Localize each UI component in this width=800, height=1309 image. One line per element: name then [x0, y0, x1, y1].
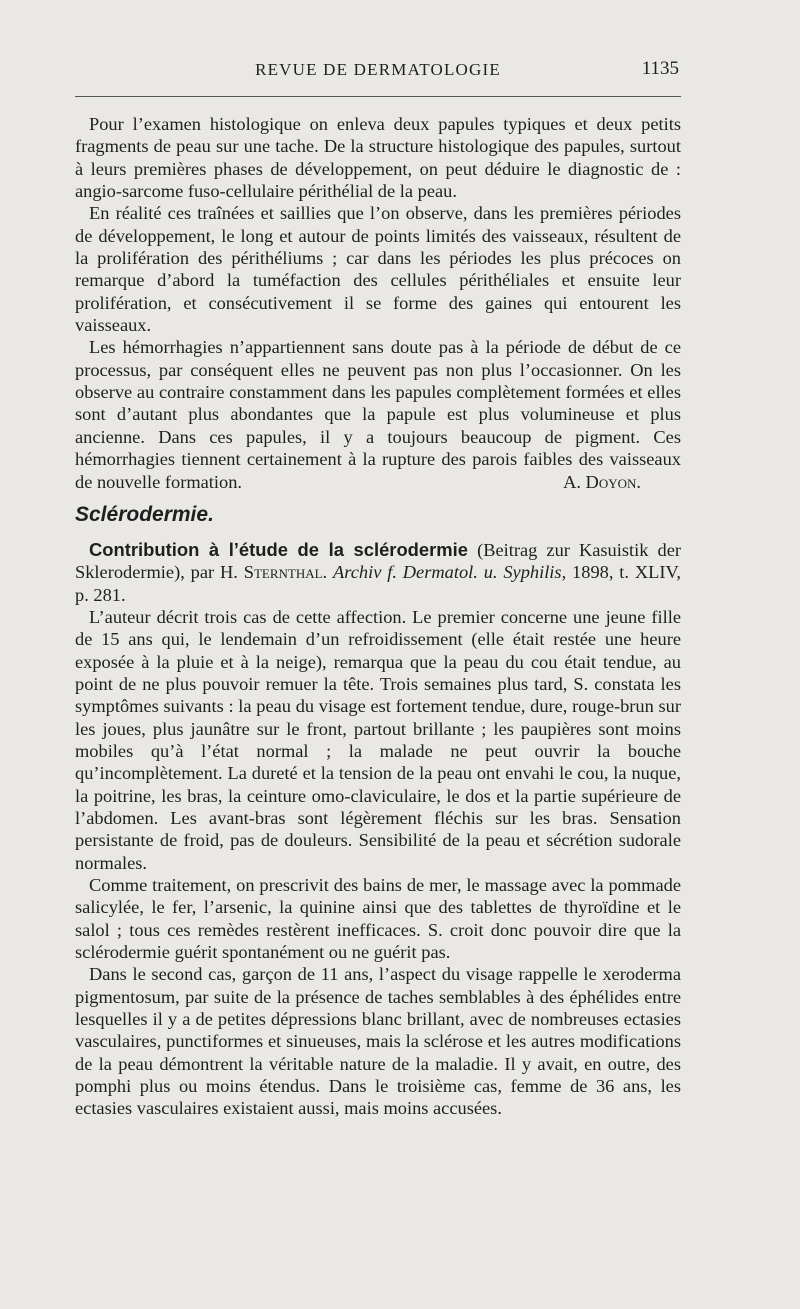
article-ref-b: 1898, t. XLIV, p. 281. [75, 562, 681, 605]
paragraph-2: En réalité ces traînées et saillies que l’on observe, dans les premières périodes de développement, le long et autour de points limités des vaisseaux, résultent de la prolifération des périthéliums ; car dans les périodes les plus précoces on remarque d’abord la tuméfaction des cellules périthéliales et ensuite leur prolifération, et consécutivement il se forme des gaines qui entourent les vaisseaux. [75, 203, 681, 336]
header-rule [75, 96, 681, 97]
paragraph-1: Pour l’examen histologique on enleva deux papules typiques et deux petits fragments de peau sur une tache. De la structure histologique des papules, surtout à leurs premières phases de développement, on peut déduire le diagnostic de : angio-sarcome fuso-cellulaire périthélial de la peau. [75, 114, 681, 202]
article-ref-a: (Beitrag zur Kasuistik der Sklerodermie), par H. [75, 539, 681, 583]
section-heading: Sclérodermie. [75, 502, 214, 526]
paragraph-3 [75, 336, 681, 492]
running-header [75, 58, 681, 88]
article-journal: Archiv f. Dermatol. u. Syphilis, [333, 562, 567, 583]
journal-title: REVUE DE DERMATOLOGIE [255, 60, 501, 79]
article-reference [75, 539, 681, 606]
article-author: Sternthal. [243, 562, 328, 583]
paragraph-3-text: Les hémorrhagies n’appartiennent sans doute pas à la période de début de ce processus, par conséquent elles ne peuvent pas non plus l’occasionner. On les observe au contraire constamment dans les papules complètement formées et elles sont d’autant plus abondantes que la papule est plus volumineuse et plus ancienne. Dans ces papules, il y a toujours beaucoup de pigment. Ces hémorrhagies tiennent certainement à la rupture des parois faibles des vaisseaux de nouvelle formation. [75, 337, 681, 492]
paragraph-6: Dans le second cas, garçon de 11 ans, l’aspect du visage rappelle le xeroderma pigmentosum, par suite de la présence de taches semblables à des éphélides entre lesquelles il y a de petites dépressions blanc brillant, avec de nombreuses ectasies vasculaires, punctiformes et sinueuses, mais la sclérose et les autres modifications de la peau démontrent la véritable nature de la maladie. Il y avait, en outre, des pomphi plus ou moins étendus. Dans le troisième cas, femme de 36 ans, les ectasies vasculaires existaient aussi, mais moins accusées. [75, 964, 681, 1119]
paragraph-5: Comme traitement, on prescrivit des bains de mer, le massage avec la pommade salicylée, le fer, l’arsenic, la quinine ainsi que des tablettes de thyroïdine et le salol ; tous ces remèdes restèrent inefficaces. S. croit donc pouvoir dire que la sclérodermie guérit spontanément ou ne guérit pas. [75, 875, 681, 963]
article-title: Contribution à l’étude de la sclérodermie [89, 538, 468, 560]
page-number: 1135 [641, 58, 679, 79]
signature: A. Doyon. [563, 471, 641, 492]
paragraph-4: L’auteur décrit trois cas de cette affection. Le premier concerne une jeune fille de 15 ans qui, le lendemain d’un refroidissement (elle était restée une heure exposée à la pluie et à la neige), remarqua que la peau du cou était tendue, au point de ne plus pouvoir remuer la tête. Trois semaines plus tard, S. constata les symptômes suivants : la peau du visage est fortement tendue, dure, rouge-brun sur les joues, plus jaunâtre sur le front, partout brillante ; les paupières sont moins mobiles qu’à l’état normal ; la malade ne peut ouvrir la bouche qu’incomplètement. La dureté et la tension de la peau ont envahi le cou, la nuque, la poitrine, les bras, la ceinture omo-claviculaire, le dos et la partie supérieure de l’abdomen. Les avant-bras sont légèrement fléchis sur les bras. Sensation persistante de froid, pas de douleurs. Sensibilité de la peau et sécrétion sudorale normales. [75, 606, 681, 873]
body-text [75, 113, 681, 1120]
